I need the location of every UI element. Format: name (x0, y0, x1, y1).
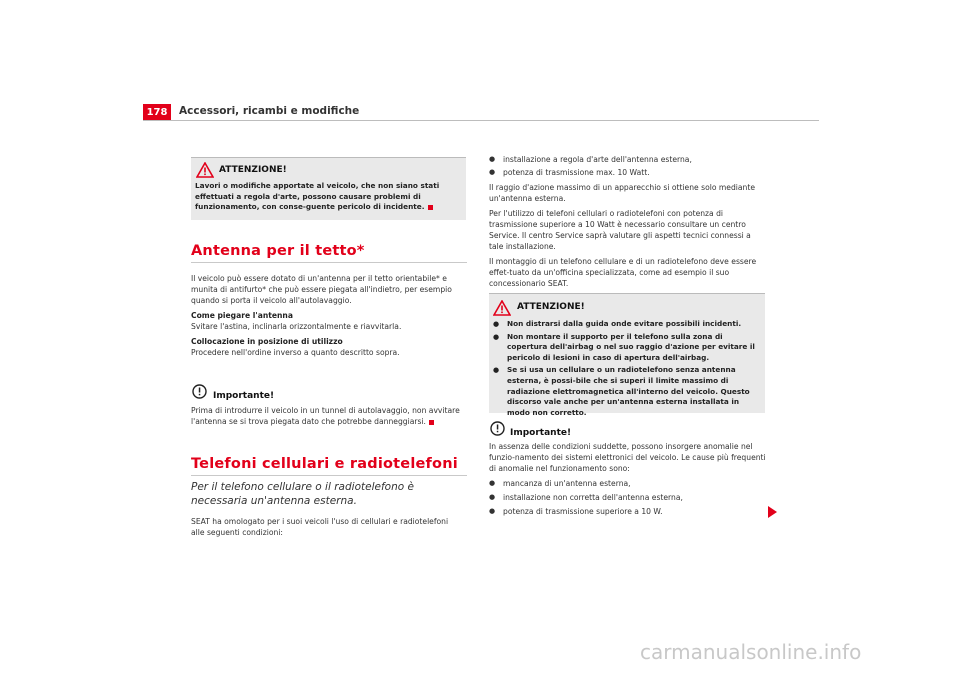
fold-text: Svitare l'astina, inclinarla orizzontalmente e riavvitarla. (191, 322, 402, 331)
next-page-arrow-icon[interactable] (768, 506, 777, 518)
important-text: Prima di introdurre il veicolo in un tunnel di autolavaggio, non avvitare l'antenna se si trova piegata dato che potrebbe danneggiarsi. (191, 406, 460, 426)
antenna-intro: Il veicolo può essere dotato di un'antenna per il tetto orientabile* e munita di antifurto* che può essere piegata all'indietro, per esempio quando si porta il veicolo all'autolavaggio. (191, 274, 452, 305)
end-mark-icon (428, 205, 433, 210)
use-subheading: Collocazione in posizione di utilizzo (191, 337, 343, 346)
section-divider (191, 475, 467, 476)
paragraph-installation: Il montaggio di un telefono cellulare e di un radiotelefono deve essere effet-tuato da un'officina specializzata, come ad esempio il suo concessionario SEAT. (489, 257, 757, 288)
page-number: 178 (143, 104, 171, 121)
paragraph-range: Il raggio d'azione massimo di un apparecchio si ottiene solo mediante un'antenna esterna. (489, 183, 756, 203)
phones-lead: Per il telefono cellulare o il radiotelefono è necessaria un'antenna esterna. (191, 481, 414, 507)
page-header-title: Accessori, ricambi e modifiche (179, 105, 360, 117)
cause-item: ● potenza di trasmissione superiore a 10 W. (489, 506, 769, 517)
important-icon (192, 384, 207, 399)
important-text: In assenza delle condizioni suddette, possono insorgere anomalie nel funzio-namento dei sistemi elettronici del veicolo. Le cause più frequenti di anomalie nel funzionamento sono: (489, 442, 766, 473)
warning-box (191, 157, 466, 220)
fold-subheading: Come piegare l'antenna (191, 311, 293, 320)
condition-item: ● potenza di trasmissione max. 10 Watt. (489, 167, 767, 178)
warning-text: Lavori o modifiche apportate al veicolo, che non siano stati effettuati a regola d'arte, possono causare problemi di funzionamento, con conse-guente pericolo di incidente. (195, 181, 440, 212)
warning-item: ● Se si usa un cellulare o un radiotelefono senza antenna esterna, è possi-bile che si superi il limite massimo di radiazione elettromagnetica all'interno del veicolo. Questo discorso vale anche per un'antenna esterna installata in modo non corretto. (493, 365, 761, 418)
paragraph-power: Per l'utilizzo di telefoni cellulari o radiotelefoni con potenza di trasmissione superiore a 10 Watt è necessario consultare un centro Service. Il centro Service saprà valutare gli aspetti tecnici connessi a tale installazione. (489, 209, 751, 251)
section-heading-phones: Telefoni cellulari e radiotelefoni (191, 456, 458, 472)
warning-triangle-icon (196, 162, 214, 178)
warning-triangle-icon (493, 300, 511, 316)
condition-item: ● installazione a regola d'arte dell'antenna esterna, (489, 154, 767, 165)
use-text: Procedere nell'ordine inverso a quanto descritto sopra. (191, 348, 400, 357)
section-heading-antenna: Antenna per il tetto* (191, 243, 365, 259)
warning-title: ATTENZIONE! (517, 302, 585, 312)
warning-title: ATTENZIONE! (219, 165, 287, 175)
watermark: carmanualsonline.info (640, 640, 862, 664)
phones-text: SEAT ha omologato per i suoi veicoli l'uso di cellulari e radiotelefoni alle seguenti condizioni: (191, 517, 449, 537)
warning-item: ● Non montare il supporto per il telefono sulla zona di copertura dell'airbag o nel suo raggio d'azione per evitare il pericolo di lesioni in caso di apertura dell'airbag. (493, 332, 761, 364)
cause-item: ● mancanza di un'antenna esterna, (489, 478, 769, 489)
important-title: Importante! (510, 428, 572, 438)
header-divider (143, 120, 819, 121)
warning-item: ● Non distrarsi dalla guida onde evitare possibili incidenti. (493, 319, 761, 330)
cause-item: ● installazione non corretta dell'antenna esterna, (489, 492, 769, 503)
section-divider (191, 262, 467, 263)
important-icon (490, 421, 505, 436)
end-mark-icon (429, 420, 434, 425)
warning-box (489, 293, 765, 417)
important-title: Importante! (213, 391, 275, 401)
